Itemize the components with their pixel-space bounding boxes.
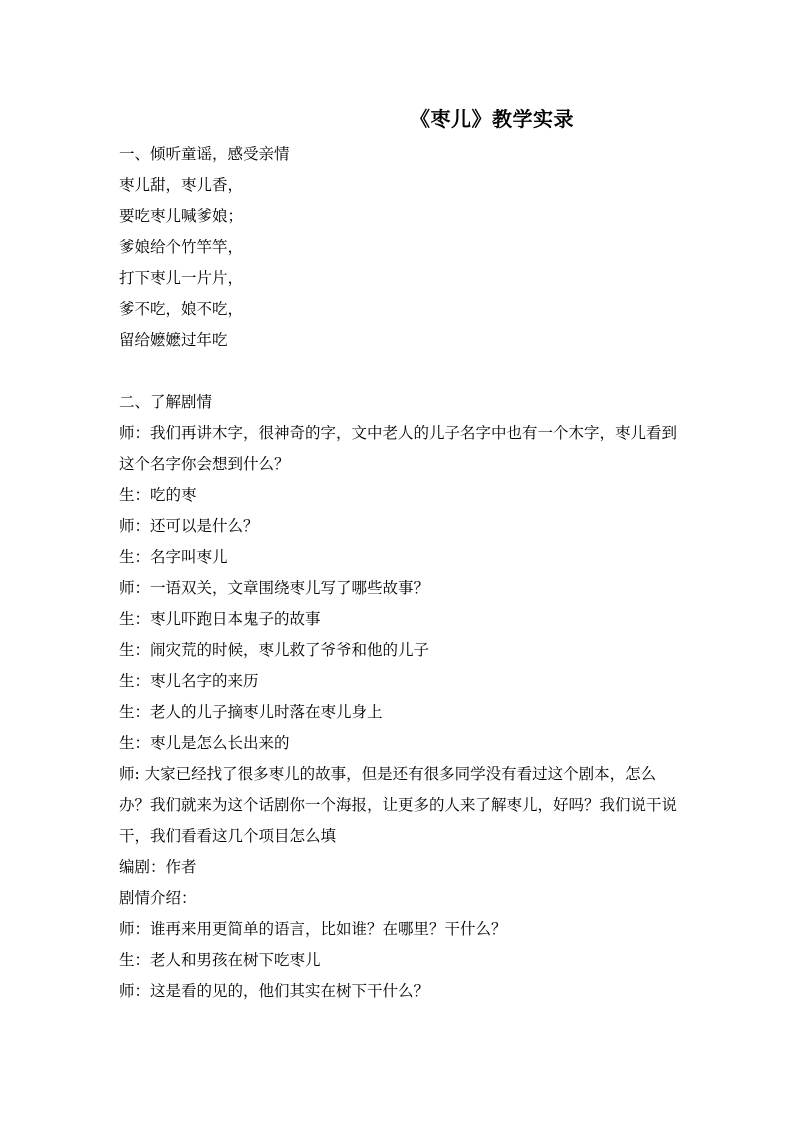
rhyme-line: 爹不吃，娘不吃， — [119, 300, 244, 318]
blank-line — [119, 356, 679, 387]
dialogue-line: 生：老人和男孩在树下吃枣儿 — [119, 951, 321, 969]
dialogue-line: 生：老人的儿子摘枣儿时落在枣儿身上 — [119, 703, 383, 721]
dialogue-line: 编剧：作者 — [119, 858, 197, 876]
dialogue-line: 师：我们再讲木字，很神奇的字，文中老人的儿子名字中也有一个木字，枣儿看到这个名字你会想到什么？ — [119, 424, 678, 473]
rhyme-line: 要吃枣儿喊爹娘； — [119, 207, 244, 225]
rhyme-line: 枣儿甜，枣儿香， — [119, 176, 244, 194]
dialogue-line: 师：还可以是什么？ — [119, 517, 259, 535]
section-heading-1: 一、倾听童谣，感受亲情 — [119, 145, 290, 163]
dialogue-line: 师：一语双关，文章围绕枣儿写了哪些故事？ — [119, 579, 430, 597]
dialogue-line: 师: 大家已经找了很多枣儿的故事，但是还有很多同学没有看过这个剧本，怎么办？我们就来为这个话剧你一个海报，让更多的人来了解枣儿，好吗？我们说干说干，我们看看这几个项目怎么填 — [119, 765, 678, 845]
dialogue-line: 师：谁再来用更简单的语言，比如谁？在哪里？干什么？ — [119, 920, 507, 938]
rhyme-line: 留给嬷嬷过年吃 — [119, 331, 228, 349]
dialogue-line: 剧情介绍： — [119, 889, 197, 907]
document-body — [119, 139, 679, 1007]
rhyme-line: 打下枣儿一片片， — [119, 269, 244, 287]
document-title: 《枣儿》教学实录 — [410, 107, 574, 131]
dialogue-line: 生：枣儿是怎么长出来的 — [119, 734, 290, 752]
dialogue-line: 生：枣儿名字的来历 — [119, 672, 259, 690]
dialogue-line: 生：吃的枣 — [119, 486, 197, 504]
dialogue-line: 生：枣儿吓跑日本鬼子的故事 — [119, 610, 321, 628]
dialogue-line: 师：这是看的见的，他们其实在树下干什么？ — [119, 982, 430, 1000]
dialogue-line: 生：闹灾荒的时候，枣儿救了爷爷和他的儿子 — [119, 641, 430, 659]
section-heading-2: 二、了解剧情 — [119, 393, 213, 411]
rhyme-line: 爹娘给个竹竿竿， — [119, 238, 244, 256]
dialogue-line: 生：名字叫枣儿 — [119, 548, 228, 566]
